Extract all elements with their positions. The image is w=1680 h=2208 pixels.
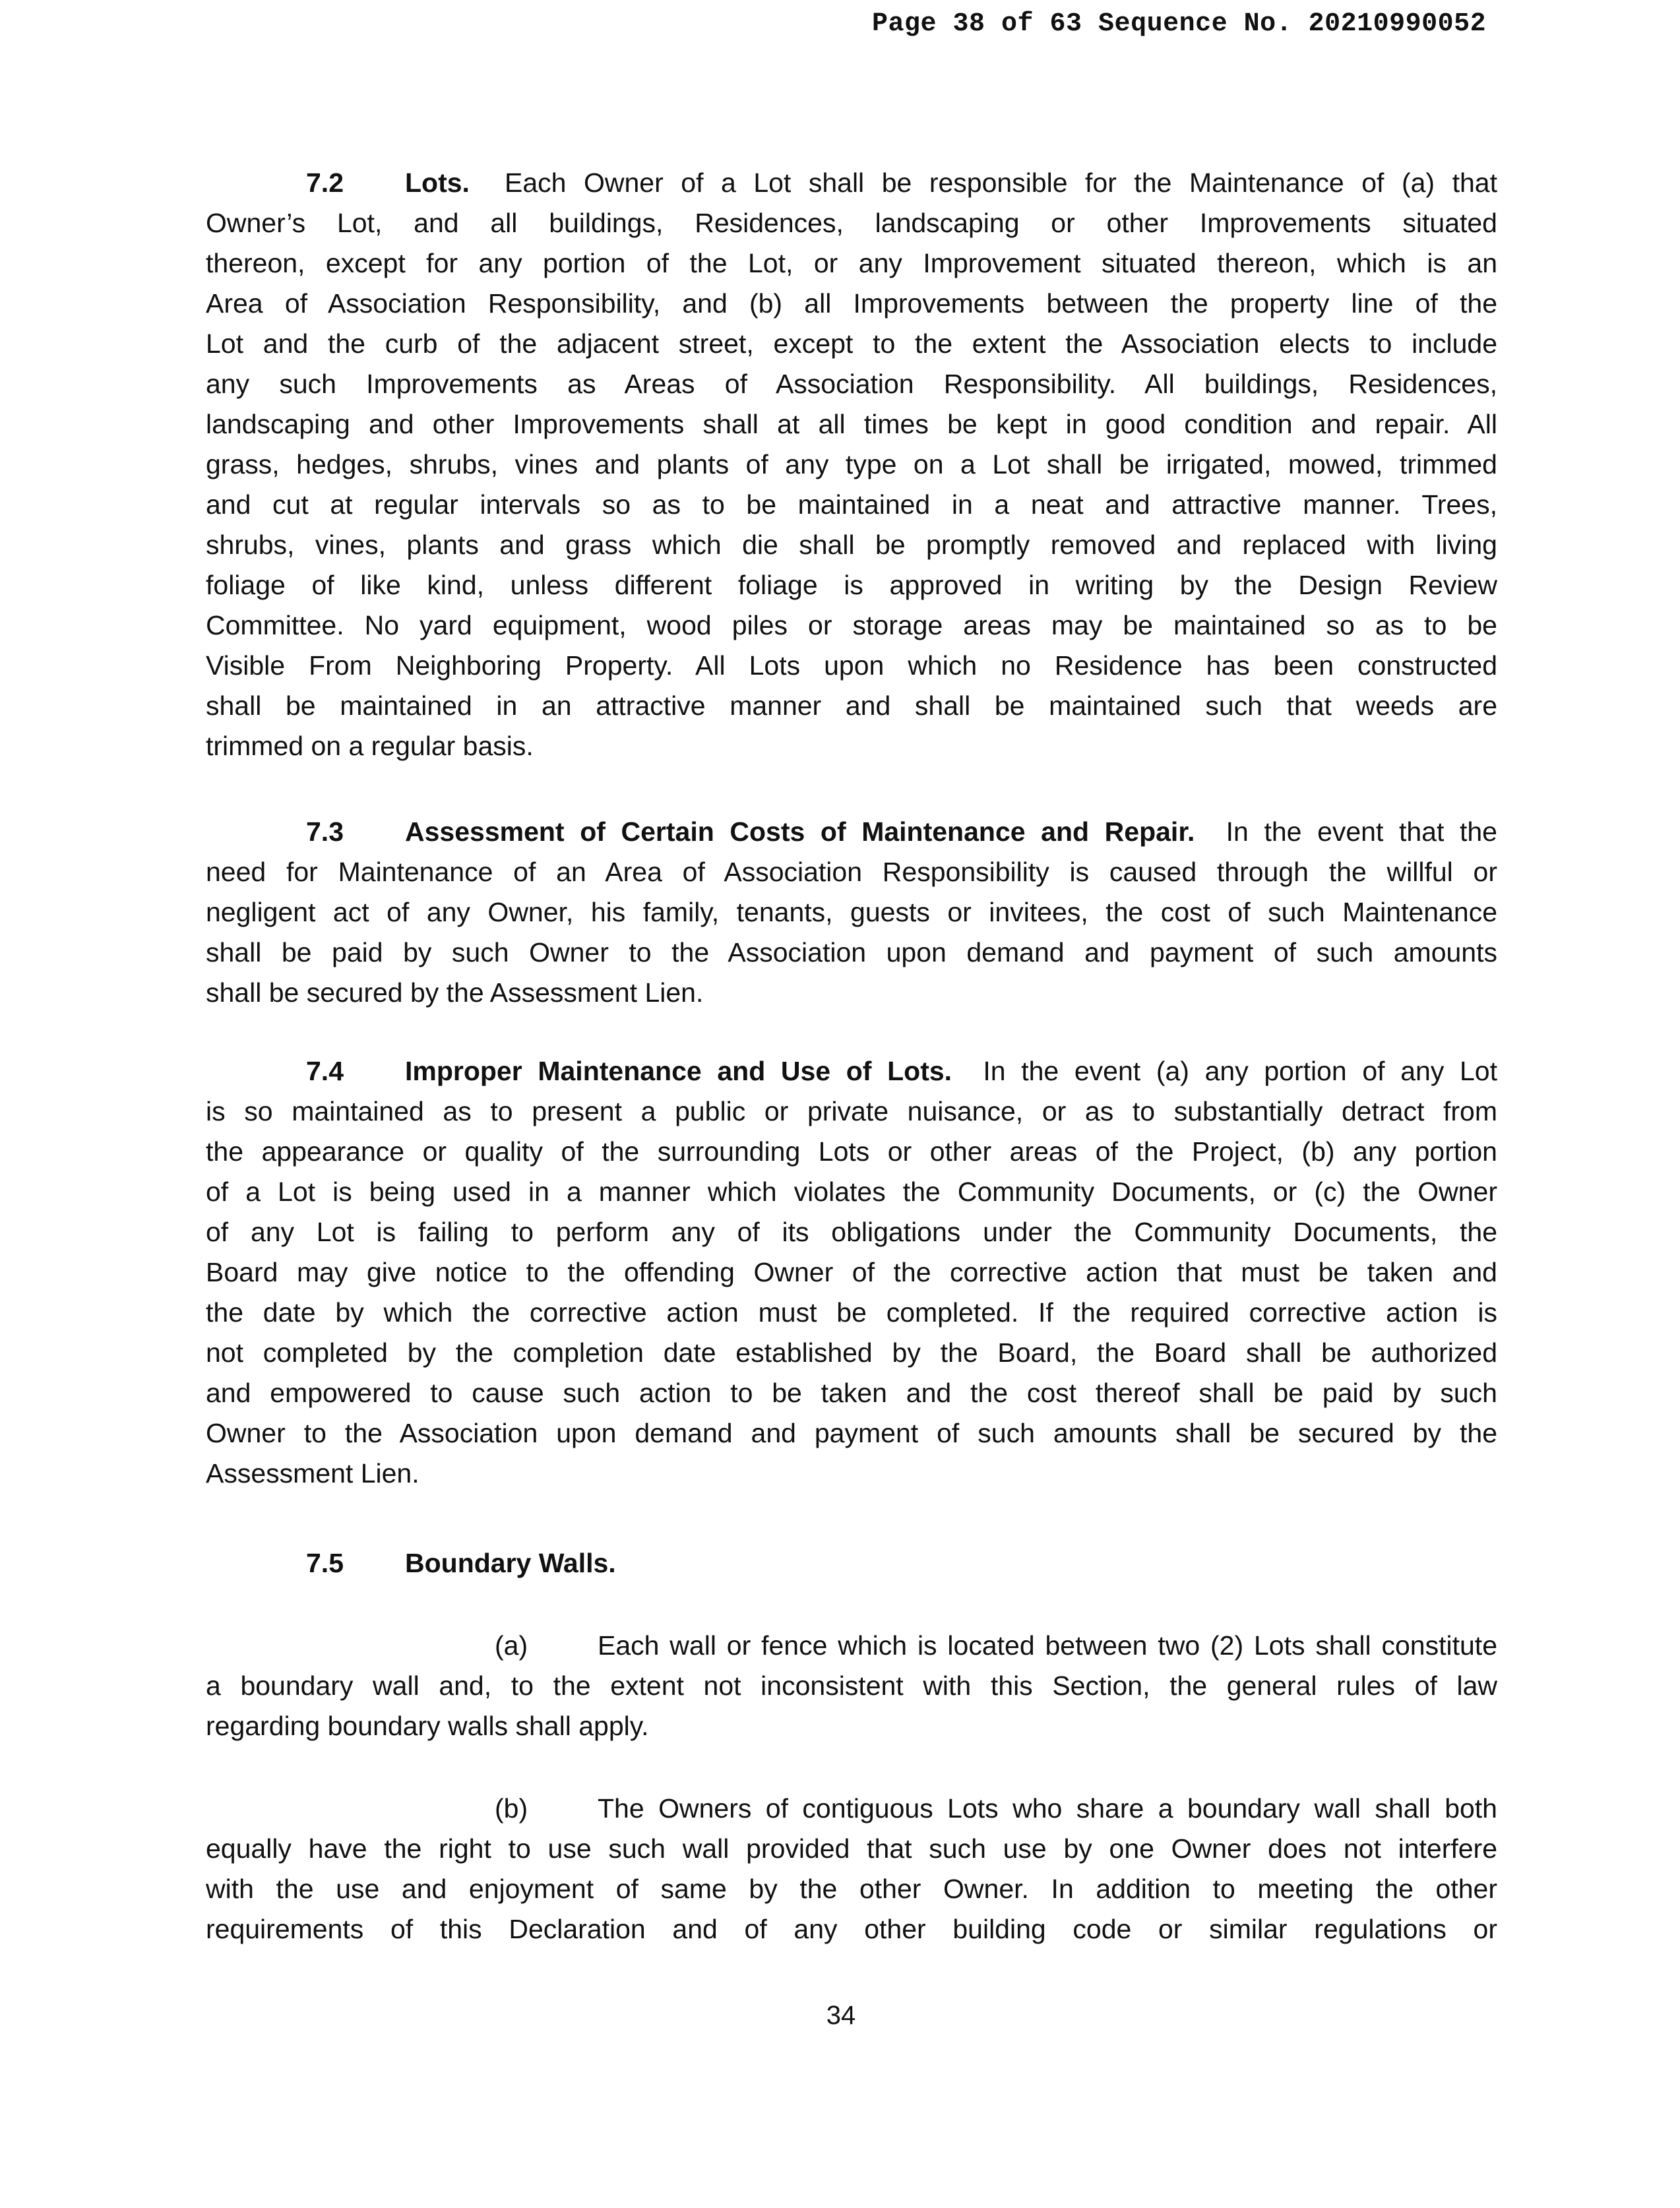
section-number: 7.3: [306, 816, 344, 847]
text-line: need for Maintenance of an Area of Association Responsibility is caused through the willful or: [206, 857, 1497, 887]
section-heading: Boundary Walls.: [405, 1548, 616, 1578]
section-number: 7.4: [306, 1056, 344, 1086]
section-text: In the event (a) any portion of any Lot: [983, 1056, 1497, 1086]
text-line: Owner to the Association upon demand and payment of such amounts shall be secured by the: [206, 1418, 1497, 1448]
text-line: the appearance or quality of the surrounding Lots or other areas of the Project, (b) any portion: [206, 1136, 1497, 1167]
recording-stamp: Page 38 of 63 Sequence No. 20210990052: [872, 9, 1487, 39]
text-line: any such Improvements as Areas of Association Responsibility. All buildings, Residences,: [206, 369, 1497, 399]
text-line: thereon, except for any portion of the Lot, or any Improvement situated thereon, which is an: [206, 248, 1497, 278]
text-line: is so maintained as to present a public or private nuisance, or as to substantially detract from: [206, 1096, 1497, 1126]
section-7-5-heading-line: [206, 1547, 1497, 1579]
section-heading: Improper Maintenance and Use of Lots.: [405, 1056, 952, 1086]
subsection-text: Each wall or fence which is located between two (2) Lots shall constitute: [598, 1630, 1497, 1661]
page-number: 34: [826, 2001, 856, 2030]
subsection-label: (a): [495, 1630, 528, 1661]
subsection-text: The Owners of contiguous Lots who share a boundary wall shall both: [598, 1793, 1497, 1824]
text-line: with the use and enjoyment of same by the other Owner. In addition to meeting the other: [206, 1874, 1497, 1904]
section-7-4-line-1: [206, 1055, 1497, 1088]
section-text: In the event that the: [1226, 816, 1497, 847]
section-7-3-line-1: [206, 815, 1497, 848]
section-heading: Lots.: [405, 168, 470, 198]
text-line: of any Lot is failing to perform any of its obligations under the Community Documents, the: [206, 1217, 1497, 1247]
text-line: shall be maintained in an attractive manner and shall be maintained such that weeds are: [206, 690, 1497, 721]
text-line: Committee. No yard equipment, wood piles or storage areas may be maintained so as to be: [206, 610, 1497, 640]
text-line: of a Lot is being used in a manner which violates the Community Documents, or (c) the Owner: [206, 1177, 1497, 1207]
text-line: shall be secured by the Assessment Lien.: [206, 977, 704, 1008]
text-line: shall be paid by such Owner to the Association upon demand and payment of such amounts: [206, 937, 1497, 967]
text-line: Lot and the curb of the adjacent street, except to the extent the Association elects to include: [206, 328, 1497, 359]
text-line: Visible From Neighboring Property. All Lots upon which no Residence has been constructed: [206, 650, 1497, 681]
section-number: 7.5: [306, 1548, 344, 1578]
text-line: regarding boundary walls shall apply.: [206, 1711, 649, 1741]
text-line: negligent act of any Owner, his family, tenants, guests or invitees, the cost of such Maintenance: [206, 897, 1497, 927]
text-line: equally have the right to use such wall provided that such use by one Owner does not interfere: [206, 1833, 1497, 1864]
text-line: a boundary wall and, to the extent not inconsistent with this Section, the general rules of law: [206, 1671, 1497, 1701]
text-line: trimmed on a regular basis.: [206, 731, 534, 761]
text-line: not completed by the completion date established by the Board, the Board shall be authorized: [206, 1337, 1497, 1368]
subsection-a-line-1: [206, 1629, 1497, 1662]
section-7-2-line-1: [206, 166, 1497, 199]
section-heading: Assessment of Certain Costs of Maintenance and Repair.: [405, 816, 1195, 847]
text-line: Board may give notice to the offending Owner of the corrective action that must be taken and: [206, 1257, 1497, 1287]
subsection-b-line-1: [206, 1792, 1497, 1825]
text-line: Assessment Lien.: [206, 1458, 420, 1488]
text-line: and empowered to cause such action to be taken and the cost thereof shall be paid by such: [206, 1378, 1497, 1408]
text-line: Area of Association Responsibility, and (b) all Improvements between the property line of the: [206, 288, 1497, 319]
text-line: foliage of like kind, unless different foliage is approved in writing by the Design Review: [206, 570, 1497, 600]
text-line: grass, hedges, shrubs, vines and plants of any type on a Lot shall be irrigated, mowed, trimmed: [206, 449, 1497, 479]
text-line: and cut at regular intervals so as to be maintained in a neat and attractive manner. Trees,: [206, 489, 1497, 520]
section-text: Each Owner of a Lot shall be responsible for the Maintenance of (a) that: [505, 168, 1497, 198]
text-line: shrubs, vines, plants and grass which die shall be promptly removed and replaced with living: [206, 530, 1497, 560]
subsection-label: (b): [495, 1793, 528, 1824]
text-line: landscaping and other Improvements shall at all times be kept in good condition and repair. All: [206, 409, 1497, 439]
text-line: the date by which the corrective action must be completed. If the required corrective action is: [206, 1297, 1497, 1328]
text-line: Owner’s Lot, and all buildings, Residences, landscaping or other Improvements situated: [206, 208, 1497, 238]
text-line: requirements of this Declaration and of any other building code or similar regulations or: [206, 1914, 1497, 1944]
section-number: 7.2: [306, 168, 344, 198]
